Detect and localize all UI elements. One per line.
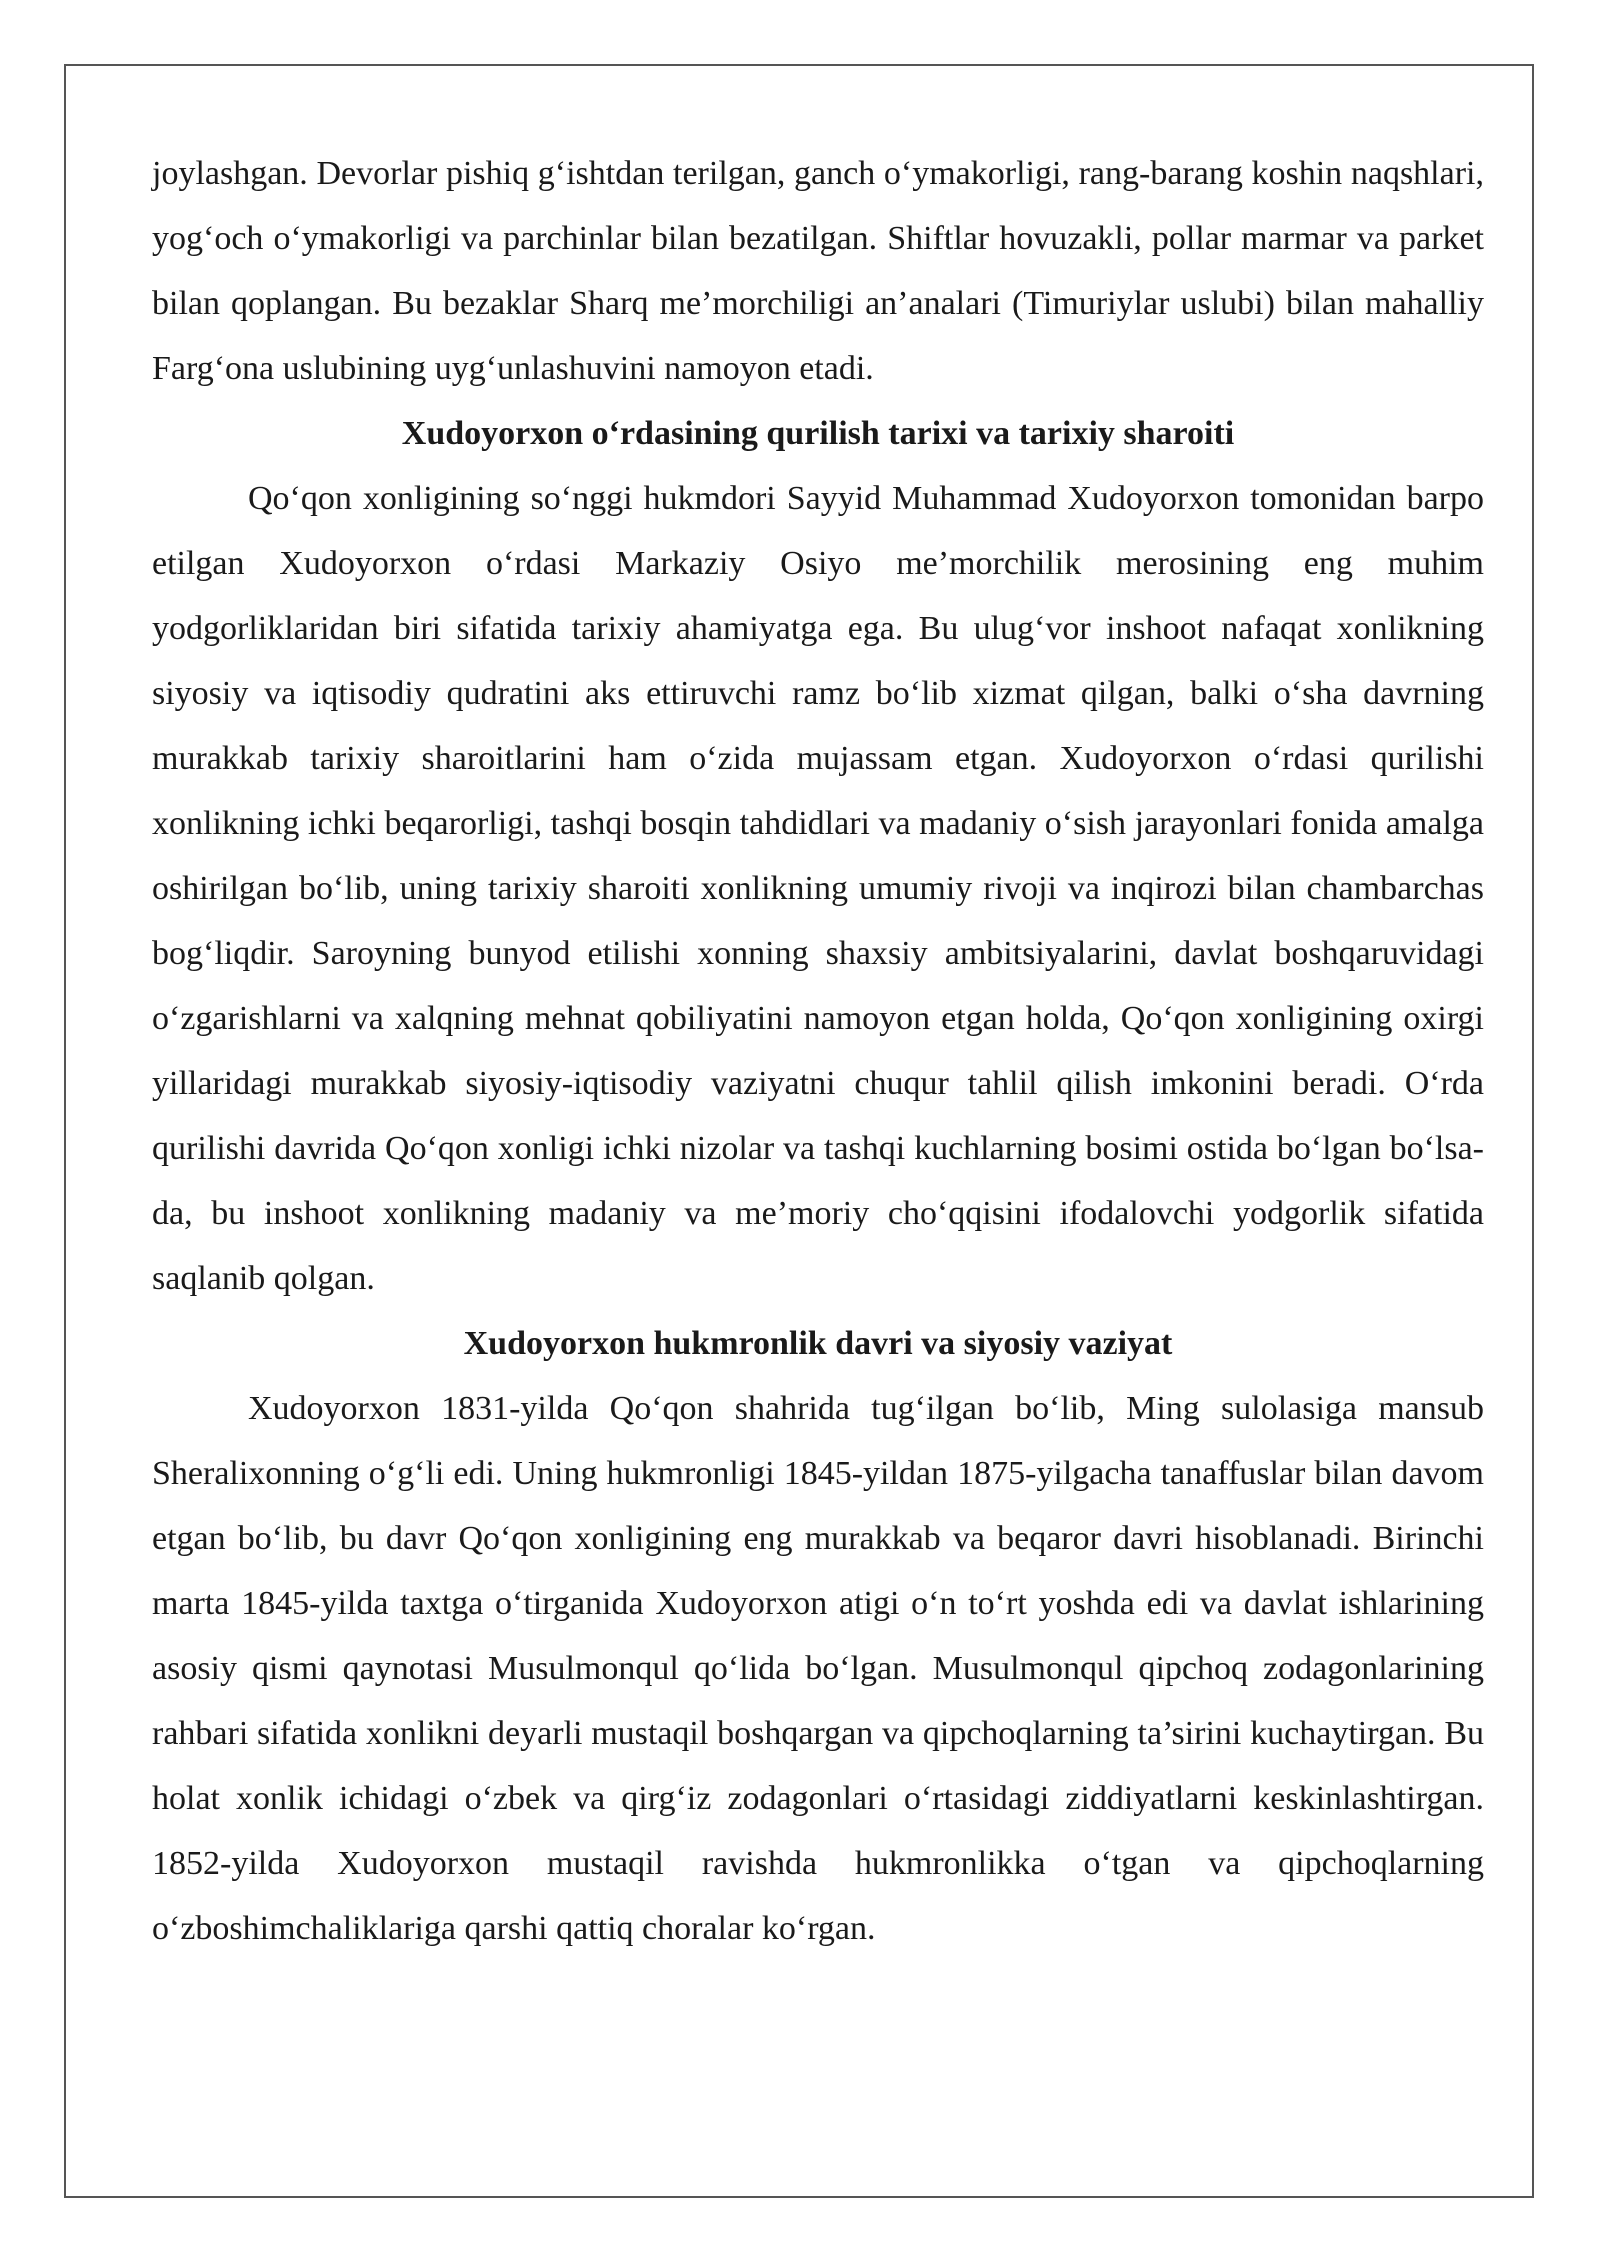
paragraph-continuation: joylashgan. Devorlar pishiq g‘ishtdan terilgan, ganch o‘ymakorligi, rang-barang koshin naqshlari, yog‘och o‘ymakorligi va parchinlar bilan bezatilgan. Shiftlar hovuzakli, pollar marmar va parket bilan qoplangan. Bu bezaklar Sharq me’morchiligi an’analari (Timuriylar uslubi) bilan mahalliy Farg‘ona uslubining uyg‘unlashuvini namoyon etadi.	[152, 155, 1484, 387]
paragraph-reign-politics: Xudoyorxon 1831-yilda Qo‘qon shahrida tug‘ilgan bo‘lib, Ming sulolasiga mansub Sheralixonning o‘g‘li edi. Uning hukmronligi 1845-yildan 1875-yilgacha tanaffuslar bilan davom etgan bo‘lib, bu davr Qo‘qon xonligining eng murakkab va beqaror davri hisoblanadi. Birinchi marta 1845-yilda taxtga o‘tirganida Xudoyorxon atigi o‘n to‘rt yoshda edi va davlat ishlarining asosiy qismi qaynotasi Musulmonqul qo‘lida bo‘lgan. Musulmonqul qipchoq zodagonlarining rahbari sifatida xonlikni deyarli mustaqil boshqargan va qipchoqlarning ta’sirini kuchaytirgan. Bu holat xonlik ichidagi o‘zbek va qirg‘iz zodagonlari o‘rtasidagi ziddiyatlarni keskinlashtirgan. 1852-yilda Xudoyorxon mustaqil ravishda hukmronlikka o‘tgan va qipchoqlarning o‘zboshimchaliklariga qarshi qattiq choralar ko‘rgan.	[152, 1390, 1484, 1947]
document-body	[152, 141, 1484, 1961]
section-heading-reign-politics: Xudoyorxon hukmronlik davri va siyosiy vaziyat	[463, 1325, 1173, 1362]
section-heading-construction-history: Xudoyorxon o‘rdasining qurilish tarixi va tarixiy sharoiti	[401, 415, 1235, 452]
paragraph-construction-history: Qo‘qon xonligining so‘nggi hukmdori Sayyid Muhammad Xudoyorxon tomonidan barpo etilgan Xudoyorxon o‘rdasi Markaziy Osiyo me’morchilik merosining eng muhim yodgorliklaridan biri sifatida tarixiy ahamiyatga ega. Bu ulug‘vor inshoot nafaqat xonlikning siyosiy va iqtisodiy qudratini aks ettiruvchi ramz bo‘lib xizmat qilgan, balki o‘sha davrning murakkab tarixiy sharoitlarini ham o‘zida mujassam etgan. Xudoyorxon o‘rdasi qurilishi xonlikning ichki beqarorligi, tashqi bosqin tahdidlari va madaniy o‘sish jarayonlari fonida amalga oshirilgan bo‘lib, uning tarixiy sharoiti xonlikning umumiy rivoji va inqirozi bilan chambarchas bog‘liqdir. Saroyning bunyod etilishi xonning shaxsiy ambitsiyalarini, davlat boshqaruvidagi o‘zgarishlarni va xalqning mehnat qobiliyatini namoyon etgan holda, Qo‘qon xonligining oxirgi yillaridagi murakkab siyosiy-iqtisodiy vaziyatni chuqur tahlil qilish imkonini beradi. O‘rda qurilishi davrida Qo‘qon xonligi ichki nizolar va tashqi kuchlarning bosimi ostida bo‘lgan bo‘lsa-da, bu inshoot xonlikning madaniy va me’moriy cho‘qqisini ifodalovchi yodgorlik sifatida saqlanib qolgan.	[152, 480, 1484, 1297]
